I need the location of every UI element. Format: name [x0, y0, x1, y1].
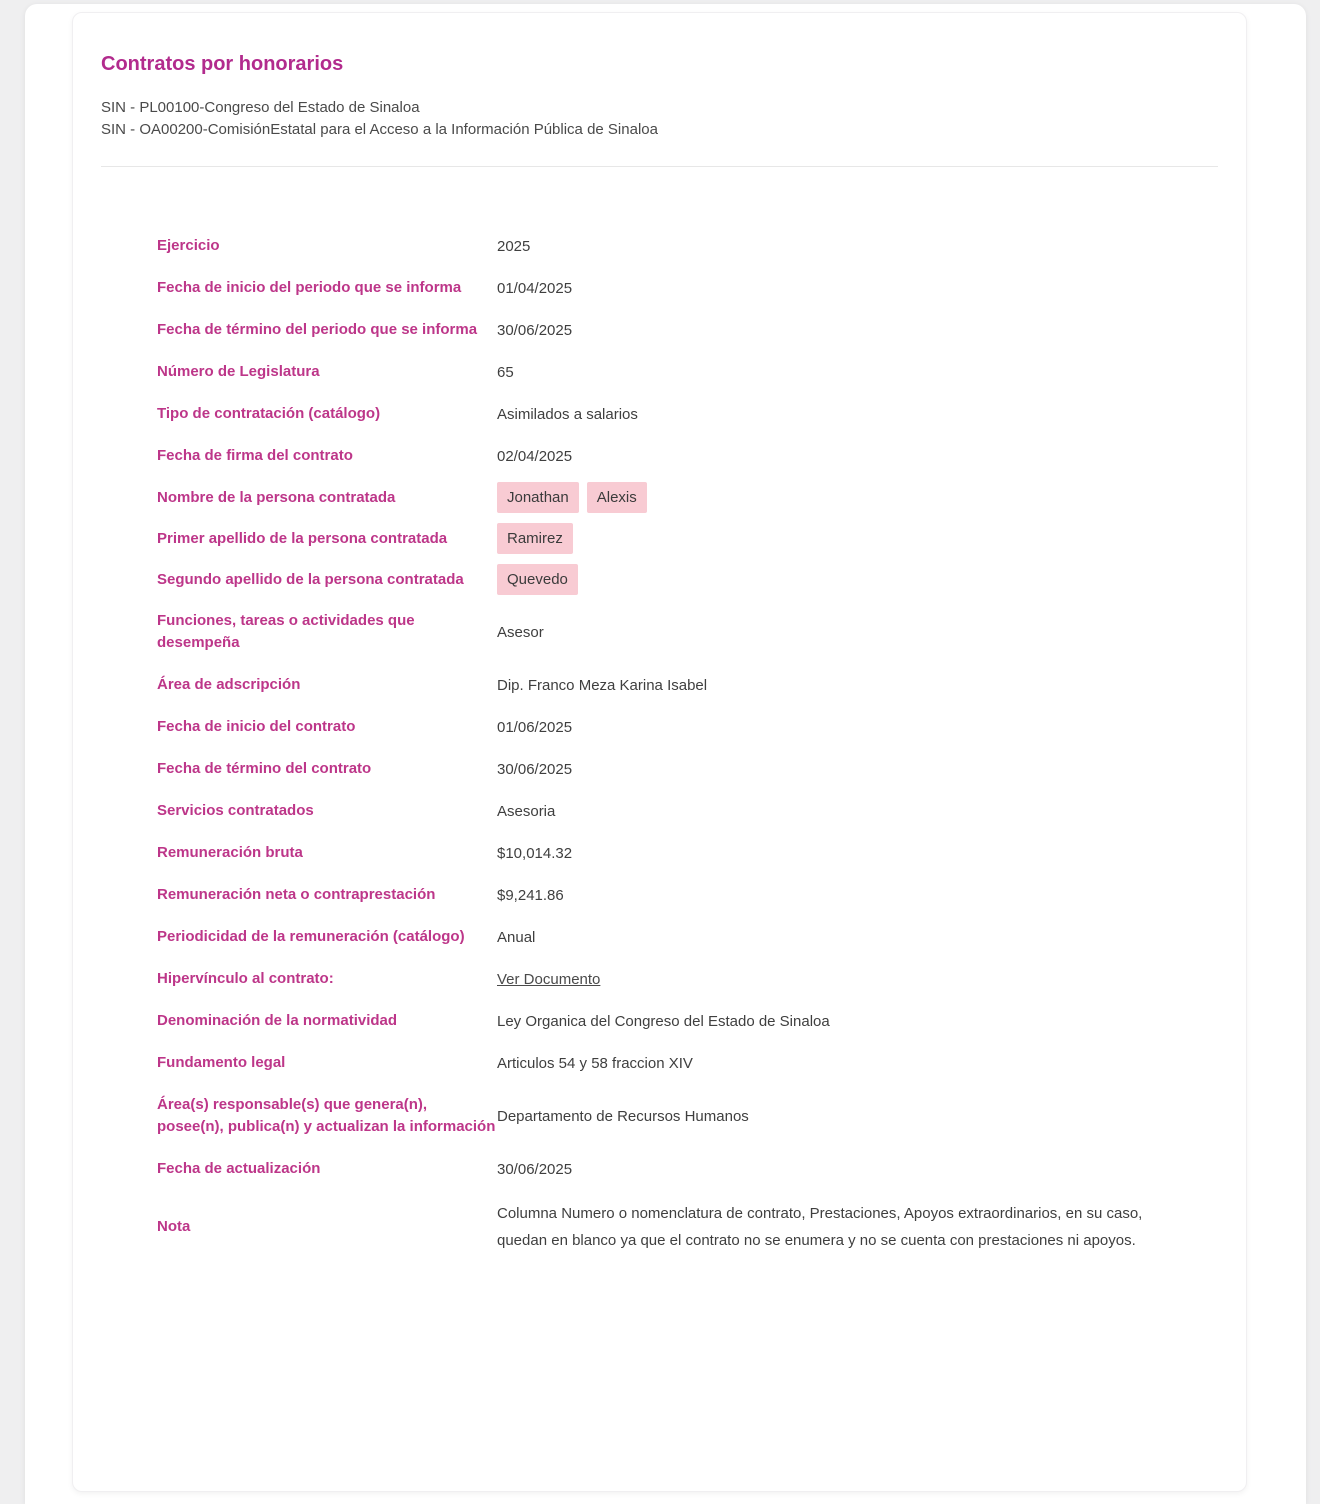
field-label: Hipervínculo al contrato:	[157, 970, 334, 987]
field-value: $9,241.86	[497, 886, 564, 904]
field-row	[157, 748, 1188, 790]
field-label: Remuneración neta o contraprestación	[157, 886, 436, 903]
field-label: Fecha de término del contrato	[157, 760, 372, 777]
page-title: Contratos por honorarios	[101, 53, 344, 75]
field-row	[157, 267, 1188, 309]
field-value: Dip. Franco Meza Karina Isabel	[497, 676, 708, 694]
field-row	[157, 559, 1188, 600]
field-row	[157, 518, 1188, 559]
field-row	[157, 664, 1188, 706]
field-label: Nombre de la persona contratada	[157, 488, 396, 506]
field-row	[157, 1190, 1188, 1264]
field-label: Remuneración bruta	[157, 844, 303, 861]
field-value: 2025	[497, 237, 531, 255]
field-row	[157, 309, 1188, 351]
field-label: Ejercicio	[157, 237, 220, 254]
field-label: Fecha de inicio del contrato	[157, 718, 356, 735]
field-row	[157, 1148, 1188, 1190]
field-label: Número de Legislatura	[157, 363, 320, 380]
field-row	[157, 706, 1188, 748]
field-label: Fecha de inicio del periodo que se informa	[157, 279, 462, 296]
org-line-congreso: SIN - PL00100-Congreso del Estado de Sinaloa	[101, 99, 420, 116]
field-row	[157, 1042, 1188, 1084]
header-divider	[101, 166, 1218, 167]
field-row	[157, 225, 1188, 267]
highlighted-name-chip: Ramirez	[497, 523, 573, 554]
field-value	[497, 523, 1167, 554]
field-row	[157, 1000, 1188, 1042]
field-list	[157, 225, 1188, 1264]
field-label: Servicios contratados	[157, 802, 314, 819]
field-label: Área de adscripción	[157, 676, 301, 693]
field-value: 30/06/2025	[497, 321, 573, 339]
field-value: Anual	[497, 928, 536, 946]
field-value: Asesoria	[497, 802, 556, 820]
field-value: 02/04/2025	[497, 447, 573, 465]
field-row	[157, 832, 1188, 874]
field-label: Fecha de término del periodo que se informa	[157, 321, 478, 338]
field-row	[157, 1084, 1188, 1148]
field-value: Ley Organica del Congreso del Estado de Sinaloa	[497, 1012, 830, 1030]
field-label: Primer apellido de la persona contratada	[157, 529, 448, 547]
field-row	[157, 600, 1188, 664]
highlighted-name-chip: Quevedo	[497, 564, 578, 595]
field-value	[497, 969, 1167, 990]
field-label: Funciones, tareas o actividades que desempeña	[157, 612, 415, 651]
field-value: 01/04/2025	[497, 279, 573, 297]
field-value: Departamento de Recursos Humanos	[497, 1107, 749, 1125]
field-row	[157, 790, 1188, 832]
field-row	[157, 393, 1188, 435]
field-label: Fundamento legal	[157, 1054, 286, 1071]
field-row	[157, 874, 1188, 916]
field-value: Articulos 54 y 58 fraccion XIV	[497, 1054, 693, 1072]
field-row	[157, 477, 1188, 518]
record-card	[72, 12, 1247, 1492]
field-value: $10,014.32	[497, 844, 573, 862]
field-label: Segundo apellido de la persona contratada	[157, 570, 464, 588]
field-label: Nota	[157, 1218, 191, 1235]
field-label: Área(s) responsable(s) que genera(n), posee(n), publica(n) y actualizan la información	[157, 1096, 496, 1135]
record-content	[73, 13, 1246, 1264]
field-value	[497, 564, 1167, 595]
field-value	[497, 482, 1167, 513]
field-value: 65	[497, 363, 514, 381]
field-row	[157, 916, 1188, 958]
field-value: Columna Numero o nomenclatura de contrato, Prestaciones, Apoyos extraordinarios, en su caso, quedan en blanco ya que el contrato no se enumera y no se cuenta con prestaciones ni apoyos.	[497, 1205, 1143, 1249]
highlighted-name-chip: Alexis	[587, 482, 647, 513]
org-line-comision: SIN - OA00200-ComisiónEstatal para el Acceso a la Información Pública de Sinaloa	[101, 121, 658, 138]
highlighted-name-chip: Jonathan	[497, 482, 579, 513]
org-lines	[101, 97, 1218, 141]
field-value: Asesor	[497, 623, 544, 641]
page-card	[25, 4, 1306, 1504]
field-row	[157, 958, 1188, 1000]
document-link[interactable]: Ver Documento	[497, 970, 601, 988]
field-label: Periodicidad de la remuneración (catálogo)	[157, 928, 465, 945]
field-value: 30/06/2025	[497, 1160, 573, 1178]
field-value: 01/06/2025	[497, 718, 573, 736]
field-value: Asimilados a salarios	[497, 405, 638, 423]
field-label: Fecha de actualización	[157, 1160, 321, 1177]
field-label: Fecha de firma del contrato	[157, 447, 353, 464]
field-row	[157, 435, 1188, 477]
field-row	[157, 351, 1188, 393]
field-value: 30/06/2025	[497, 760, 573, 778]
field-label: Tipo de contratación (catálogo)	[157, 405, 381, 422]
field-label: Denominación de la normatividad	[157, 1012, 398, 1029]
